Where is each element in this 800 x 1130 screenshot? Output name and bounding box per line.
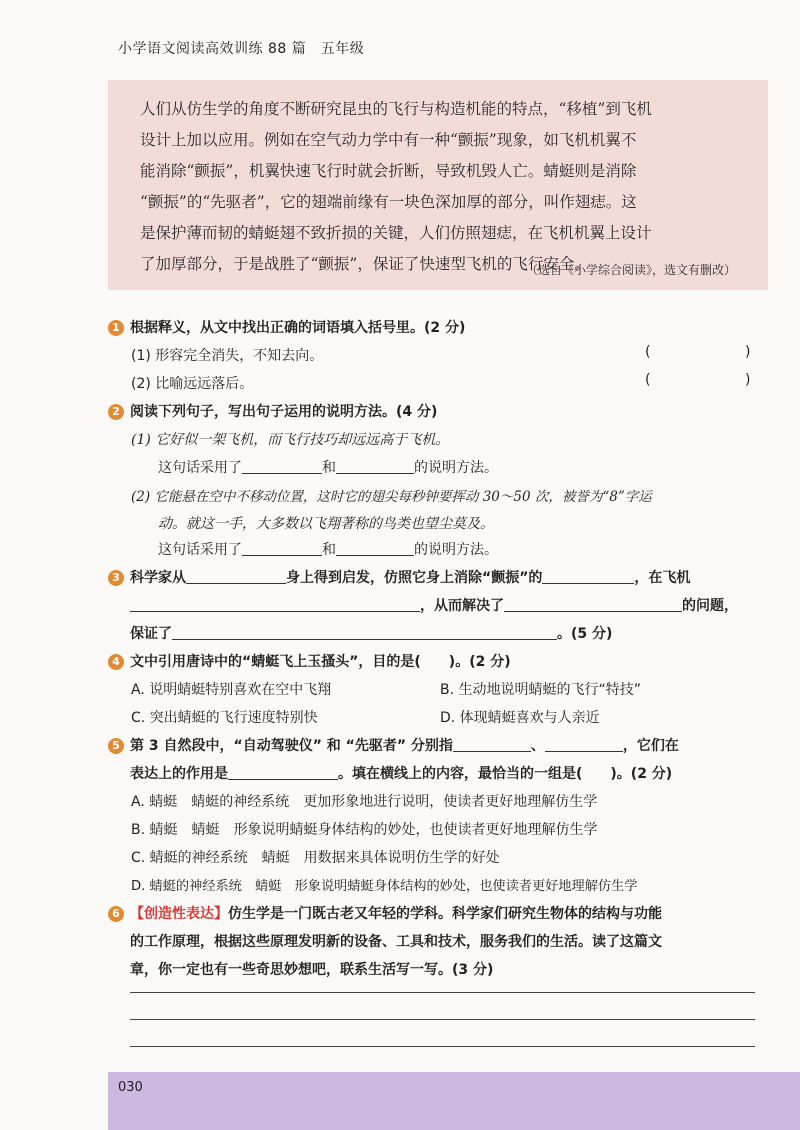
question-number-badge: 3: [108, 570, 124, 586]
q6-line-1: [108, 903, 662, 923]
passage-line: 能消除“颤振”，机翼快速飞行时就会折断，导致机毁人亡。蜻蜓则是消除: [140, 162, 637, 180]
q5-text: 表达上的作用是: [130, 766, 228, 782]
answer-writing-line[interactable]: [130, 992, 755, 993]
q4-title-row: [108, 651, 511, 671]
q5-text: 、: [530, 738, 545, 754]
fill-and: 和: [322, 542, 336, 558]
answer-blank[interactable]: [336, 459, 414, 474]
fill-and: 和: [322, 460, 336, 476]
passage-line: 人们从仿生学的角度不断研究昆虫的飞行与构造机能的特点，“移植”到飞机: [140, 100, 652, 118]
passage-source: （选自《小学综合阅读》，选文有删改）: [525, 263, 736, 277]
q5-option-c[interactable]: C. 蜻蜓的神经系统 蜻蜓 用数据来具体说明仿生学的好处: [131, 850, 500, 866]
q3-text: 身上得到启发，仿照它身上消除“颤振”的: [286, 570, 543, 586]
question-number-badge: 6: [108, 906, 124, 922]
q5-text: 。填在横线上的内容，最恰当的一组是( )。(2 分): [338, 766, 673, 782]
q4-option-a[interactable]: A. 说明蜻蜓特别喜欢在空中飞翔: [131, 682, 332, 698]
answer-blank[interactable]: [453, 737, 531, 752]
q2-title-row: [108, 401, 437, 421]
q1-answer-open[interactable]: (: [645, 344, 651, 360]
question-number-badge: 1: [108, 320, 124, 336]
answer-blank[interactable]: [542, 569, 634, 584]
q4-title: 文中引用唐诗中的“蜻蜓飞上玉搔头”，目的是( )。(2 分): [130, 654, 511, 670]
fill-prefix: 这句话采用了: [158, 460, 242, 476]
q6-line-2: 的工作原理，根据这些原理发明新的设备、工具和技术，服务我们的生活。读了这篇文: [130, 934, 662, 950]
q2-fill-2: [158, 539, 498, 559]
answer-blank[interactable]: [172, 625, 557, 640]
q5-line-2: [130, 763, 672, 783]
q2-fill-1: [158, 457, 498, 477]
page-number: 030: [118, 1080, 143, 1095]
q4-option-b[interactable]: B. 生动地说明蜻蜓的飞行“特技”: [440, 682, 642, 698]
q1-answer2-close: ): [745, 372, 751, 388]
passage-line: 是保护薄而韧的蜻蜓翅不致折损的关键，人们仿照翅痣，在飞机机翼上设计: [140, 224, 652, 242]
q6-line-3: 章，你一定也有一些奇思妙想吧，联系生活写一写。(3 分): [130, 962, 494, 978]
q1-item-b: (2) 比喻远远落后。: [131, 376, 254, 392]
answer-blank[interactable]: [545, 737, 623, 752]
passage-line: 设计上加以应用。例如在空气动力学中有一种“颤振”现象，如飞机机翼不: [140, 131, 637, 149]
answer-writing-line[interactable]: [130, 1046, 755, 1047]
q2-sentence-2b: 动。就这一手，大多数以飞翔著称的鸟类也望尘莫及。: [158, 516, 494, 532]
q1-title: 根据释义，从文中找出正确的词语填入括号里。(2 分): [130, 320, 466, 336]
q3-text: 科学家从: [130, 570, 186, 586]
q1-answer2-open[interactable]: (: [645, 372, 651, 388]
fill-suffix: 的说明方法。: [414, 542, 498, 558]
answer-blank[interactable]: [242, 541, 322, 556]
fill-suffix: 的说明方法。: [414, 460, 498, 476]
answer-blank[interactable]: [242, 459, 322, 474]
q4-option-c[interactable]: C. 突出蜻蜓的飞行速度特别快: [131, 710, 318, 726]
q6-text: 仿生学是一门既古老又年轻的学科。科学家们研究生物体的结构与功能: [228, 906, 662, 922]
q3-text: ，在飞机: [634, 570, 691, 586]
q3-text: ，从而解决了: [420, 598, 504, 614]
q2-title: 阅读下列句子，写出句子运用的说明方法。(4 分): [130, 404, 438, 420]
answer-writing-line[interactable]: [130, 1019, 755, 1020]
q5-option-d[interactable]: D. 蜻蜓的神经系统 蜻蜓 形象说明蜻蜓身体结构的妙处，也使读者更好地理解仿生学: [131, 879, 638, 894]
q4-option-d[interactable]: D. 体现蜻蜓喜欢与人亲近: [440, 710, 600, 726]
q2-sentence-2a: (2) 它能悬在空中不移动位置，这时它的翅尖每秒钟要挥动 30～50 次，被誉为“8”字运: [131, 489, 652, 505]
q3-line-1: [108, 567, 690, 587]
reading-passage: [108, 80, 768, 290]
fill-prefix: 这句话采用了: [158, 542, 242, 558]
q5-text: ，它们在: [622, 738, 679, 754]
answer-blank[interactable]: [228, 765, 338, 780]
q1-item-a: (1) 形容完全消失，不知去向。: [131, 348, 324, 364]
passage-line: “颤振”的“先驱者”，它的翅端前缘有一块色深加厚的部分，叫作翅痣。这: [140, 193, 637, 211]
q5-text: 第 3 自然段中，“自动驾驶仪” 和 “先驱者” 分别指: [130, 738, 453, 754]
q5-line-1: [108, 735, 679, 755]
question-number-badge: 5: [108, 738, 124, 754]
answer-blank[interactable]: [504, 597, 682, 612]
answer-blank[interactable]: [186, 569, 286, 584]
answer-blank[interactable]: [130, 597, 420, 612]
answer-blank[interactable]: [336, 541, 414, 556]
q5-option-b[interactable]: B. 蜻蜓 蜻蜓 形象说明蜻蜓身体结构的妙处，也使读者更好地理解仿生学: [131, 822, 598, 838]
q1-answer-close: ): [745, 344, 751, 360]
running-header: 小学语文阅读高效训练 88 篇 五年级: [118, 41, 365, 57]
question-number-badge: 4: [108, 654, 124, 670]
passage-line: 了加厚部分，于是战胜了“颤振”，保证了快速型飞机的飞行安全。: [140, 255, 590, 273]
q1-title-row: [108, 317, 465, 337]
q3-text: 的问题，: [682, 598, 738, 614]
q3-line-3: [130, 623, 612, 643]
q2-sentence-1: (1) 它好似一架飞机，而飞行技巧却远远高于飞机。: [131, 432, 450, 448]
q6-tag: 【创造性表达】: [130, 906, 228, 922]
q3-line-2: [130, 595, 738, 615]
q3-text: 。(5 分): [557, 626, 613, 642]
question-number-badge: 2: [108, 404, 124, 420]
page-footer: [108, 1072, 800, 1130]
q3-text: 保证了: [130, 626, 172, 642]
q5-option-a[interactable]: A. 蜻蜓 蜻蜓的神经系统 更加形象地进行说明，使读者更好地理解仿生学: [131, 794, 598, 810]
